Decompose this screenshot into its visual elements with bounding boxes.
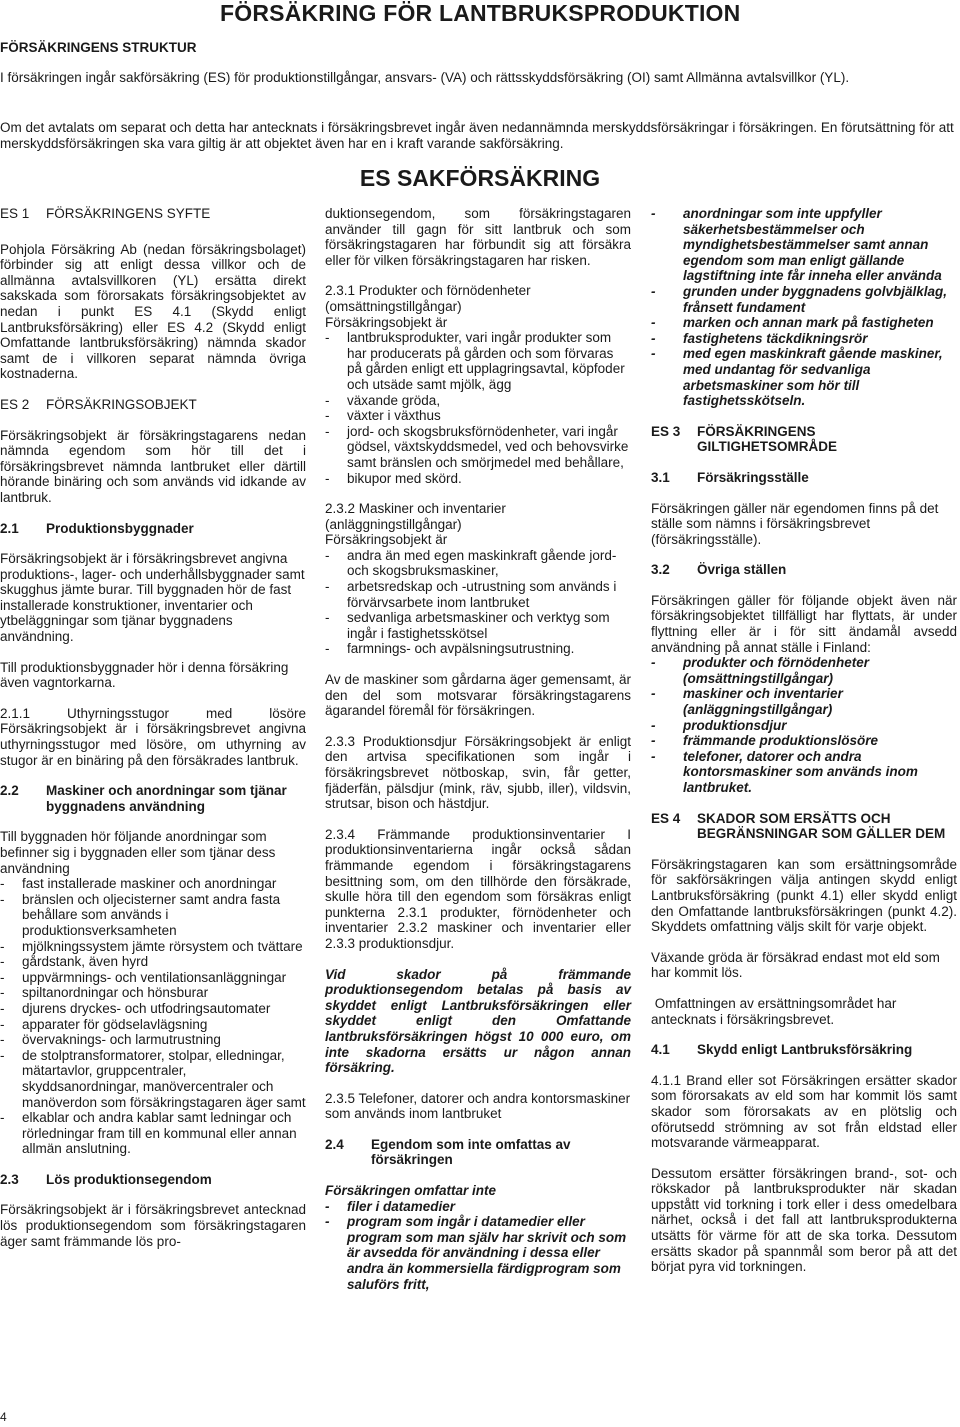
es4-text-2: Växande gröda är försäkrad endast mot eld som har kommit lös. xyxy=(651,949,940,981)
list-item: - produktionsdjur xyxy=(651,718,957,734)
s231-subheading: Försäkringsobjekt är xyxy=(325,314,448,330)
list-item: - bränslen och oljecisterner samt andra fasta behållare som används i produktionsverksamheten xyxy=(0,892,306,939)
es4-text-3: Omfattningen av ersättningsområdet har antecknats i försäkringsbrevet. xyxy=(651,995,901,1027)
section-title: ES SAKFÖRSÄKRING xyxy=(359,165,601,191)
s21-text-1: Försäkringsobjekt är i försäkringsbrevet angivna produktions-, lager- och underhållsbyggnader samt skugghus jämte burar. Till byggnaden hör de fast installerade konstruktioner, inventarier och ytbeläggningar som tjänar byggnadens användning. xyxy=(0,551,305,645)
s411-text: 4.1.1 Brand eller sot Försäkringen ersätter skador som förorsakats av eld som har kommit lös samt skador som förorsakats av en plötslig och oförutsedd strömning av sot från eldstad eller motsvarande värmeapparat. xyxy=(651,1072,957,1151)
s21-heading: 2.1 Produktionsbyggnader xyxy=(0,520,194,536)
column-1 xyxy=(0,206,306,1264)
list-item: - telefoner, datorer och andra kontorsmaskiner som används inom lantbruket. xyxy=(651,749,957,796)
s23-continued-text: duktionsegendom, som försäkringstagaren använder till gagn för sitt lantbruk och som försäkringstagaren har förbundit sig att försäkra eller för vilken försäkringstagaren har risken. xyxy=(325,206,631,268)
s41-heading: 4.1 Skydd enligt Lantbruksförsäkring xyxy=(651,1042,913,1058)
structure-heading: FÖRSÄKRINGENS STRUKTUR xyxy=(0,40,197,55)
s232-subheading: Försäkringsobjekt är xyxy=(325,532,448,548)
s411-text-2: Dessutom ersätter försäkringen brand-, sot- och rökskador på lantbruksprodukter när skadan uppstått vid torkning i tork eller i dess omedelbara närhet, också i det fall att lantbruksprodukterna utsätts för värme för att de ska torka. Dessutom ersätts skador på spannmål som beror på att det börjat pyra vid torkningen. xyxy=(651,1165,957,1275)
list-item: - filer i datamedier xyxy=(325,1199,631,1215)
s22-intro: Till byggnaden hör följande anordningar som befinner sig i byggnaden eller som tjänar dess användning xyxy=(0,829,276,876)
es1-heading: ES 1 FÖRSÄKRINGENS SYFTE xyxy=(0,206,211,221)
s234-emphasis: Vid skador på främmande produktionsegendom betalas på basis av skyddet enligt Lantbruksförsäkringen eller skyddet enligt den Omfattande lantbruksförsäkringen högst 10 000 euro, om inte skadorna ersätts ur någon annan försäkring. xyxy=(325,966,631,1076)
s21-text-2: Till produktionsbyggnader hör i denna försäkring även vagntorkarna. xyxy=(0,659,289,691)
list-item: - anordningar som inte uppfyller säkerhetsbestämmelser och myndighetsbestämmelser samt annan egendom som man enligt gällande lagstiftning inte får inneha eller använda xyxy=(651,206,957,284)
list-item: - övervaknings- och larmutrustning xyxy=(0,1032,306,1048)
list-item: - bikupor med skörd. xyxy=(325,471,631,487)
page-title: FÖRSÄKRING FÖR LANTBRUKSPRODUKTION xyxy=(220,0,741,26)
list-item: - växter i växthus xyxy=(325,408,631,424)
s232-heading: 2.3.2 Maskiner och inventarier (anläggningstillgångar) xyxy=(325,501,506,532)
s231-heading: 2.3.1 Produkter och förnödenheter (omsättningstillgångar) xyxy=(325,283,531,314)
s24-subheading: Försäkringen omfattar inte xyxy=(325,1183,497,1199)
list-item: - jord- och skogsbruksförnödenheter, vari ingår gödsel, växtskyddsmedel, ved och behovsvirke samt bränslen och smörjmedel med behållare, xyxy=(325,424,631,471)
es3-heading: ES 3 FÖRSÄKRINGENS GILTIGHETSOMRÅDE xyxy=(651,423,837,455)
list-item: - fastighetens täckdikningsrör xyxy=(651,331,957,347)
list-item: - sedvanliga arbetsmaskiner och verktyg som ingår i fastighetsskötsel xyxy=(325,610,631,641)
list-item: - apparater för gödselavlägsning xyxy=(0,1017,306,1033)
intro-paragraph-2: Om det avtalats om separat och detta har antecknats i försäkringsbrevet ingår även nedannämnda merskyddsförsäkringar i försäkringen. En förutsättning för att merskyddsförsäkringen ska vara giltig är att objektet även har en i kraft varande sakförsäkring. xyxy=(0,120,954,151)
list-item: - andra än med egen maskinkraft gående jord- och skogsbruksmaskiner, xyxy=(325,548,631,579)
column-3 xyxy=(651,206,957,1290)
list-item: - mjölkningssystem jämte rörsystem och tvättare xyxy=(0,939,306,955)
list-item: - farmnings- och avpälsningsutrustning. xyxy=(325,641,631,657)
page-number: 4 xyxy=(0,1410,7,1424)
es4-text-1: Försäkringstagaren kan som ersättningsområde för sakförsäkringen välja antingen skydd enligt Lantbruksförsäkring (punkt 4.1) eller skydd enligt den Omfattande lantbruksförsäkringen (punkt 4.2). Skyddets omfattning väljs skilt för varje objekt. xyxy=(651,856,957,935)
s24-heading: 2.4 Egendom som inte omfattas av försäkringen xyxy=(325,1136,571,1168)
es2-heading: ES 2 FÖRSÄKRINGSOBJEKT xyxy=(0,396,197,412)
list-item: - med egen maskinkraft gående maskiner, med undantag för sedvanliga arbetsmaskiner som hör till fastighetsskötseln. xyxy=(651,346,957,408)
list-item: - främmande produktionslösöre xyxy=(651,733,957,749)
es4-heading: ES 4 SKADOR SOM ERSÄTTS OCH BEGRÄNSNINGAR SOM GÄLLER DEM xyxy=(651,810,946,842)
list-item: - de stolptransformatorer, stolpar, elledningar, mätartavlor, gruppcentraler, skyddsanordningar, manövercentraler och manöverdon som försäkringstagaren äger samt xyxy=(0,1048,306,1110)
list-item: - lantbruksprodukter, vari ingår produkter som har producerats på gården och som förvaras på gården enligt ett upplagringsavtal, köpfoder och utsäde samt mjölk, ägg xyxy=(325,330,631,392)
s211-text: 2.1.1 Uthyrningsstugor med lösöre Försäkringsobjekt är i försäkringsbrevet angivna uthyrningsstugor med lösöre, om uthyrning av stugor är en binäring på den försäkrades lantbruk. xyxy=(0,705,306,768)
s32-list xyxy=(651,655,957,795)
list-item: - program som ingår i datamedier eller program som man själv har skrivit och som är avsedda för användning i dessa eller andra än kommersiella färdigprogram som saluförs fritt, xyxy=(325,1214,631,1292)
s32-text: Försäkringen gäller för följande objekt även när försäkringsobjektet tillfälligt har flyttats, är under flyttning eller är i för sitt ändamål avsedd användning på annat ställe i Finland: xyxy=(651,592,957,655)
s235-text: 2.3.5 Telefoner, datorer och andra kontorsmaskiner som används inom lantbruket xyxy=(325,1090,631,1122)
s24-continued-list xyxy=(651,206,957,409)
s234-text: 2.3.4 Främmande produktionsinventarier I produktionsinventarierna ingår också sådan främmande egendom i försäkringstagarens besittning som, om den tillhörde den försäkrade, skulle höra till den egendom som försäkras enligt punkterna 2.3.1 produkter, förnödenheter och inventarier 2.3.2 maskiner och inventarier eller 2.3.3 produktionsdjur. xyxy=(325,826,631,951)
list-item: - marken och annan mark på fastigheten xyxy=(651,315,957,331)
list-item: - spiltanordningar och hönsburar xyxy=(0,985,306,1001)
s232-text: Av de maskiner som gårdarna äger gemensamt, är den del som motsvarar försäkringstagarens ägarandel föremål för försäkringen. xyxy=(325,672,631,719)
s32-heading: 3.2 Övriga ställen xyxy=(651,562,787,578)
list-item: - fast installerade maskiner och anordningar xyxy=(0,876,306,892)
s31-text: Försäkringen gäller när egendomen finns på det ställe som nämns i försäkringsbrevet (försäkringsställe). xyxy=(651,500,939,547)
list-item: - växande gröda, xyxy=(325,393,631,409)
list-item: - djurens dryckes- och utfodringsautomater xyxy=(0,1001,306,1017)
s231-list xyxy=(325,330,631,486)
list-item: - elkablar och andra kablar samt ledningar och rörledningar fram till en kommunal eller annan allmän anslutning. xyxy=(0,1110,306,1157)
es2-text: Försäkringsobjekt är försäkringstagarens nedan nämnda egendom som hör till det i försäkringsbrevet nämnda lantbruket eller därtill hörande binäring och som används vid idkande av lantbruk. xyxy=(0,427,306,505)
list-item: - uppvärmnings- och ventilationsanläggningar xyxy=(0,970,306,986)
s233-text: 2.3.3 Produktionsdjur Försäkringsobjekt är enligt den artvisa specifikationen som ingår i försäkringsbrevet nötboskap, svin, får getter, fjäderfän, pälsdjur (mink, räv, sjubb, iller), vildsvin, strutsar, bison och hästdjur. xyxy=(325,733,631,812)
s23-heading: 2.3 Lös produktionsegendom xyxy=(0,1171,212,1187)
s24-list xyxy=(325,1199,631,1293)
list-item: - arbetsredskap och -utrustning som används i förvärvsarbete inom lantbruket xyxy=(325,579,631,610)
list-item: - grunden under byggnadens golvbjälklag, frånsett fundament xyxy=(651,284,957,315)
es1-text: Pohjola Försäkring Ab (nedan försäkringsbolaget) förbinder sig att enligt dessa villkor och de allmänna avtalsvillkoren (YL) ersätta direkt sakskada som förorsakats försäkringsobjektet av nedan i punkt ES 4.1 (Skydd enligt Lantbruksförsäkring) eller ES 4.2 (Skydd enligt Omfattande lantbruksförsäkring) nämnda skador samt de i villkoren separat nämnda övriga kostnaderna. xyxy=(0,241,306,382)
s232-list xyxy=(325,548,631,657)
s23-text: Försäkringsobjekt är i försäkringsbrevet antecknad lös produktionsegendom som försäkringstagaren äger samt främmande lös pro- xyxy=(0,1202,306,1249)
s22-list xyxy=(0,876,306,1157)
s22-heading: 2.2 Maskiner och anordningar som tjänar byggnadens användning xyxy=(0,783,287,814)
list-item: - produkter och förnödenheter (omsättningstillgångar) xyxy=(651,655,957,686)
s31-heading: 3.1 Försäkringsställe xyxy=(651,469,809,485)
list-item: - maskiner och inventarier (anläggningstillgångar) xyxy=(651,686,957,717)
intro-paragraph-1: I försäkringen ingår sakförsäkring (ES) för produktionstillgångar, ansvars- (VA) och rättsskyddsförsäkring (OI) samt Allmänna avtalsvillkor (YL). xyxy=(0,70,850,85)
column-2 xyxy=(325,206,631,1307)
list-item: - gårdstank, även hyrd xyxy=(0,954,306,970)
